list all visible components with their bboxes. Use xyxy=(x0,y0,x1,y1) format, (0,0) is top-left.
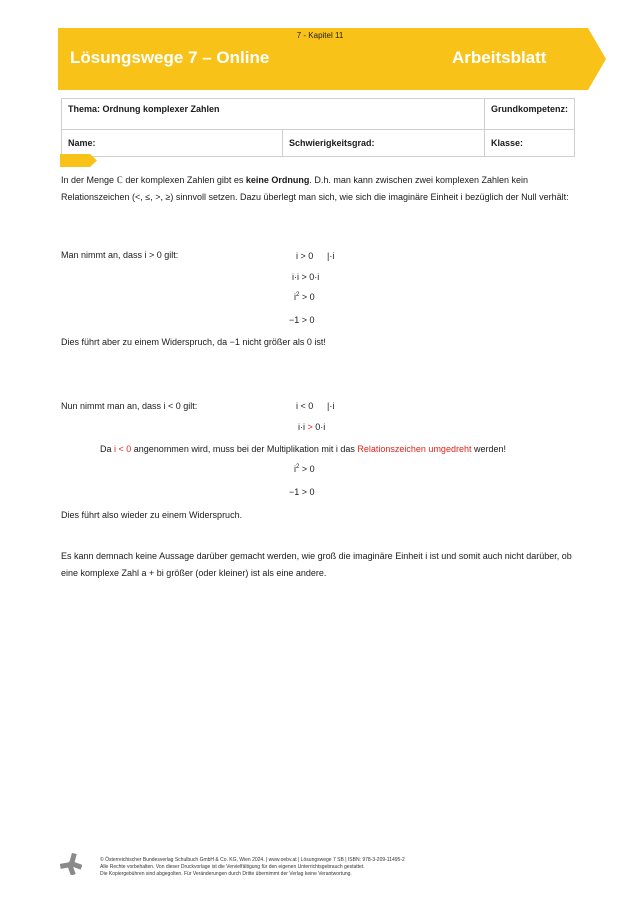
case1-step4: −1 > 0 xyxy=(289,315,315,325)
case2-step4: −1 > 0 xyxy=(289,487,315,497)
intro-paragraph: In der Menge ℂ der komplexen Zahlen gibt es keine Ordnung. D.h. man kann zwischen zwei komplexen Zahlen kein Relationszeichen (<, ≤, >, ≥) sinnvoll setzen. Dazu überlegt man sich, wie sich die imaginäre Einheit i bezüglich der Null verhält: xyxy=(61,175,569,202)
case1-operation: |·i xyxy=(327,251,335,261)
competence-cell: Grundkompetenz: xyxy=(484,99,574,130)
case1-conclusion: Dies führt aber zu einem Widerspruch, da −1 nicht größer als 0 ist! xyxy=(61,337,326,347)
case1-step3: $i^2 > 0$ xyxy=(294,292,315,302)
info-table xyxy=(61,98,575,157)
case2-operation: |·i xyxy=(327,401,335,411)
publisher-logo-icon xyxy=(60,853,82,875)
difficulty-cell: Schwierigkeitsgrad: xyxy=(283,130,485,157)
book-title: Lösungswege 7 – Online xyxy=(70,48,270,67)
footer-copyright xyxy=(100,857,405,878)
case2-step2: i·i > 0·i xyxy=(298,422,326,432)
footer-line-3: Die Kopiergebühren sind abgegolten. Für Veränderungen durch Dritte übernimmt der Verlag keine Verantwortung. xyxy=(100,871,352,877)
name-cell: Name: xyxy=(62,130,283,157)
case2-step1: i < 0 xyxy=(296,401,314,411)
section-arrow-icon xyxy=(60,154,98,167)
case1-step1: i > 0 xyxy=(296,251,314,261)
case2-step3: $i^2 > 0$ xyxy=(294,464,315,474)
chapter-label: 7 - Kapitel 11 xyxy=(296,31,344,40)
footer-line-2: Alle Rechte vorbehalten. Von dieser Druckvorlage ist die Vervielfältigung für den eigenen Unterrichtsgebrauch gestattet. xyxy=(100,864,365,870)
footer-line-1: © Österreichischer Bundesverlag Schulbuch GmbH & Co. KG, Wien 2024. | www.oebv.at | Lösungswege 7 SB | ISBN: 978-3-209-11495-2 xyxy=(100,857,405,863)
topic-cell: Thema: Ordnung komplexer Zahlen xyxy=(62,99,485,130)
case1-assumption: Man nimmt an, dass i > 0 gilt: xyxy=(61,250,179,260)
case2-assumption: Nun nimmt man an, dass i < 0 gilt: xyxy=(61,401,198,411)
final-paragraph: Es kann demnach keine Aussage darüber gemacht werden, wie groß die imaginäre Einheit i ist und somit auch nicht darüber, ob eine komplexe Zahl a + bi größer (oder kleiner) ist als eine andere. xyxy=(61,551,572,578)
case2-note: Da i < 0 angenommen wird, muss bei der Multiplikation mit i das Relationszeichen umgedreht werden! xyxy=(100,444,506,454)
class-cell: Klasse: xyxy=(484,130,574,157)
case1-step2: i·i > 0·i xyxy=(292,272,320,282)
case2-conclusion: Dies führt also wieder zu einem Widerspruch. xyxy=(61,510,243,520)
document-type: Arbeitsblatt xyxy=(452,48,547,67)
